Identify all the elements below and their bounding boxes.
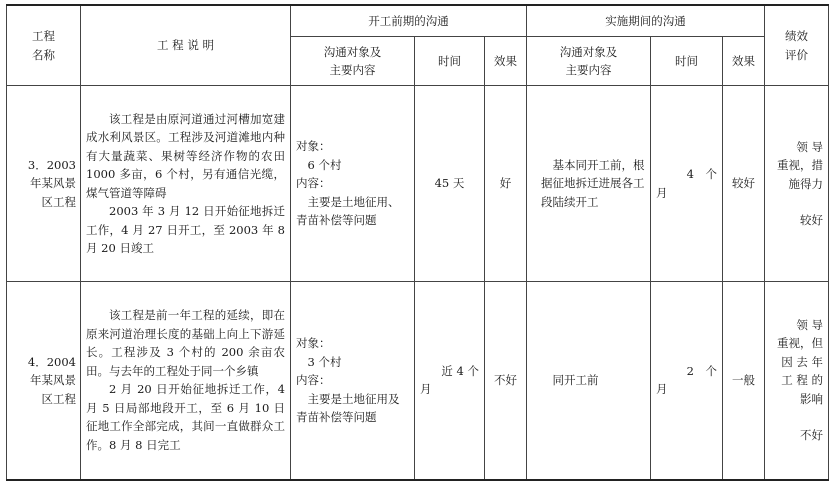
- header-performance: 绩效 评价: [765, 5, 829, 86]
- header-impl-target: 沟通对象及 主要内容: [527, 37, 651, 86]
- content-value: 主要是土地征用、青苗补偿等问题: [296, 194, 400, 228]
- pre-target-cell: [291, 282, 415, 480]
- target-label: 对象：: [296, 336, 331, 350]
- eval-line: 领 导: [796, 139, 823, 154]
- communication-table: [6, 4, 829, 481]
- desc-paragraph: 2003 年 3 月 12 日开始征地拆迁工作，4 月 27 日开工，至 2003 年 8 月 20 日竣工: [86, 204, 285, 255]
- eval-line: 不好: [800, 428, 823, 443]
- pre-effect-cell: 不好: [485, 282, 527, 480]
- pre-target-cell: [291, 86, 415, 282]
- target-value: 6 个村: [307, 157, 342, 172]
- header-project-desc: 工 程 说 明: [81, 5, 291, 86]
- eval-line: 工 程 的: [781, 373, 823, 388]
- header-pre-time: 时间: [415, 37, 485, 86]
- project-desc-cell: [81, 282, 291, 480]
- eval-line: 重视，但: [777, 336, 823, 351]
- content-label: 内容：: [296, 373, 331, 387]
- table-row: [7, 86, 829, 282]
- header-project-name: 工程 名称: [7, 5, 81, 86]
- project-name-cell: 4．2004 年某风景 区工程: [7, 282, 81, 480]
- header-row-group: [7, 5, 829, 37]
- impl-target-cell: 同开工前: [527, 282, 651, 480]
- impl-target-cell: 基本同开工前，根据征地拆迁进展各工段陆续开工: [527, 86, 651, 282]
- time-unit: 月: [656, 382, 668, 397]
- desc-paragraph: 该工程是前一年工程的延续，即在原来河道治理长度的基础上向上下游延长。工程涉及 3 个村的 200 余亩农田。与去年的工程处于同一个乡镇: [86, 308, 285, 378]
- eval-line: 施得力: [788, 176, 823, 191]
- content-value: 主要是土地征用及青苗补偿等问题: [296, 391, 400, 424]
- desc-paragraph: 该工程是由原河道通过河槽加宽建成水利风景区。工程涉及河道滩地内种有大量蔬菜、果树等经济作物的农田 1000 多亩，6 个村，另有通信光缆，煤气管道等障碍: [86, 111, 285, 200]
- header-impl-effect: 效果: [723, 37, 765, 86]
- eval-line: [770, 408, 823, 426]
- evaluation-cell: [765, 282, 829, 480]
- impl-time-cell: [651, 86, 723, 282]
- time-unit: 月: [656, 185, 668, 200]
- pre-time-cell: [415, 282, 485, 480]
- desc-paragraph: 2 月 20 日开始征地拆迁工作，4 月 5 日局部地段开工，至 6 月 10 日征地工作全部完成，其间一直做群众工作。8 月 8 日完工: [86, 382, 285, 452]
- project-name-cell: 3．2003 年某风景 区工程: [7, 86, 81, 282]
- target-value: 3 个村: [307, 354, 342, 369]
- header-implementation: 实施期间的沟通: [527, 5, 765, 37]
- time-unit: 月: [420, 382, 432, 397]
- content-label: 内容：: [296, 176, 331, 191]
- eval-line: 较好: [800, 213, 823, 227]
- pre-effect-cell: 好: [485, 86, 527, 282]
- impl-time-cell: [651, 282, 723, 480]
- eval-line: 领 导: [796, 317, 823, 332]
- header-impl-time: 时间: [651, 37, 723, 86]
- pre-time-cell: 45 天: [415, 86, 485, 282]
- time-value: 近 4 个: [441, 363, 479, 378]
- eval-line: 影响: [800, 391, 823, 406]
- impl-effect-cell: 一般: [723, 282, 765, 480]
- eval-line: 因 去 年: [781, 354, 823, 369]
- target-label: 对象：: [296, 139, 331, 154]
- header-pre-effect: 效果: [485, 37, 527, 86]
- project-desc-cell: [81, 86, 291, 282]
- header-pre-target: 沟通对象及 主要内容: [291, 37, 415, 86]
- eval-line: [770, 193, 823, 211]
- evaluation-cell: [765, 86, 829, 282]
- eval-line: 重视，措: [777, 158, 823, 172]
- impl-effect-cell: 较好: [723, 86, 765, 282]
- table-row: [7, 282, 829, 480]
- time-value: 2 个: [686, 363, 717, 378]
- time-value: 4 个: [686, 167, 717, 181]
- header-pre-construction: 开工前期的沟通: [291, 5, 527, 37]
